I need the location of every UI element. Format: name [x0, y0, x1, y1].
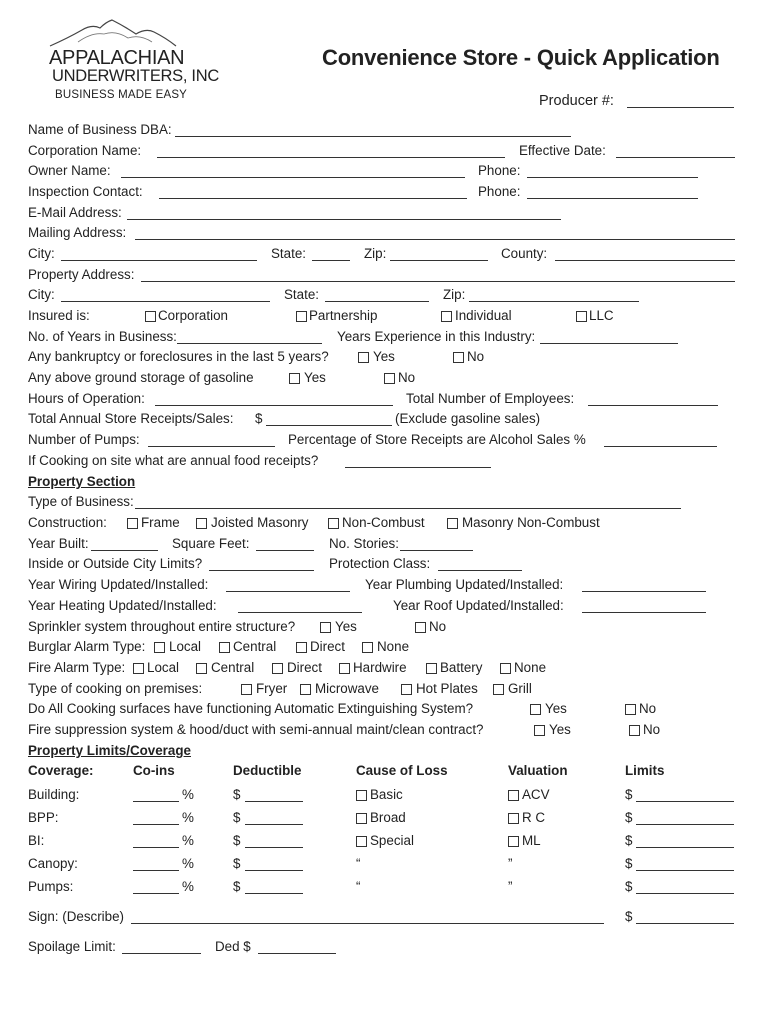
fryer-checkbox[interactable] — [241, 684, 252, 695]
llc-option-label: LLC — [589, 308, 614, 323]
corporation-name-label: Corporation Name: — [28, 143, 142, 158]
spoilage-ded-label: Ded $ — [215, 939, 251, 954]
microwave-checkbox[interactable] — [300, 684, 311, 695]
individual-option-label: Individual — [455, 308, 512, 323]
wiring-field[interactable] — [226, 591, 350, 592]
mailing-zip-label: Zip: — [364, 246, 387, 261]
joisted-masonry-checkbox[interactable] — [196, 518, 207, 529]
col-coins-header: Co-ins — [133, 763, 175, 778]
limit-dollar: $ — [625, 833, 633, 848]
sprinkler-no-label: No — [429, 619, 447, 634]
bankruptcy-yes-checkbox[interactable] — [358, 352, 369, 363]
grill-label: Grill — [508, 681, 532, 696]
limit-dollar: $ — [625, 810, 633, 825]
fire-local-checkbox[interactable] — [133, 663, 144, 674]
limit-field[interactable] — [636, 801, 734, 802]
property-state-field[interactable] — [325, 301, 429, 302]
burglar-none-label: None — [377, 639, 410, 654]
suppression-no-label: No — [643, 722, 661, 737]
deductible-field[interactable] — [245, 870, 303, 871]
ditto-mark: ” — [508, 856, 513, 871]
deductible-dollar: $ — [233, 810, 241, 825]
valuation-option-label: R C — [522, 810, 546, 825]
heating-label: Year Heating Updated/Installed: — [28, 598, 217, 613]
sign-label: Sign: (Describe) — [28, 909, 124, 924]
plumbing-field[interactable] — [582, 591, 706, 592]
cooking-receipts-field[interactable] — [345, 467, 491, 468]
bankruptcy-label: Any bankruptcy or foreclosures in the last 5 years? — [28, 349, 329, 364]
deductible-dollar: $ — [233, 879, 241, 894]
pct-sign: % — [182, 787, 194, 802]
hot-plates-label: Hot Plates — [416, 681, 478, 696]
cooking-type-label: Type of cooking on premises: — [28, 681, 203, 696]
coverage-heading: Property Limits/Coverage — [28, 743, 191, 758]
coverage-row-label: Canopy: — [28, 856, 78, 871]
broad-checkbox[interactable] — [356, 813, 367, 824]
stories-label: No. Stories: — [329, 536, 399, 551]
logo-company-name: APPALACHIAN — [49, 47, 185, 69]
coverage-row-label: BPP: — [28, 810, 59, 825]
valuation-option-label: ML — [522, 833, 541, 848]
years-in-business-label: No. of Years in Business: — [28, 329, 177, 344]
property-city-label: City: — [28, 287, 55, 302]
sign-limit-field[interactable] — [636, 923, 734, 924]
deductible-field[interactable] — [245, 893, 303, 894]
logo-company-subname: UNDERWRITERS, INC — [52, 67, 219, 85]
sign-limit-dollar: $ — [625, 909, 633, 924]
years-in-business-field[interactable] — [177, 343, 322, 344]
fire-local-label: Local — [147, 660, 180, 675]
employees-field[interactable] — [588, 405, 718, 406]
limit-dollar: $ — [625, 787, 633, 802]
basic-checkbox[interactable] — [356, 790, 367, 801]
limit-dollar: $ — [625, 856, 633, 871]
mailing-address-field[interactable] — [135, 239, 735, 240]
acv-checkbox[interactable] — [508, 790, 519, 801]
masonry-noncombust-checkbox[interactable] — [447, 518, 458, 529]
hours-field[interactable] — [155, 405, 393, 406]
sprinkler-yes-label: Yes — [335, 619, 357, 634]
property-zip-field[interactable] — [469, 301, 639, 302]
plumbing-label: Year Plumbing Updated/Installed: — [365, 577, 564, 592]
fire-direct-checkbox[interactable] — [272, 663, 283, 674]
fire-hardwire-label: Hardwire — [353, 660, 407, 675]
limit-dollar: $ — [625, 879, 633, 894]
limit-field[interactable] — [636, 870, 734, 871]
square-feet-label: Square Feet: — [172, 536, 250, 551]
burglar-central-checkbox[interactable] — [219, 642, 230, 653]
sign-field[interactable] — [131, 923, 604, 924]
form-title: Convenience Store - Quick Application — [322, 45, 720, 70]
col-deductible-header: Deductible — [233, 763, 302, 778]
coins-field[interactable] — [133, 870, 179, 871]
property-state-label: State: — [284, 287, 319, 302]
alcohol-pct-field[interactable] — [604, 446, 717, 447]
owner-phone-field[interactable] — [527, 177, 698, 178]
years-experience-field[interactable] — [540, 343, 678, 344]
coverage-row-label: Pumps: — [28, 879, 74, 894]
exclude-gas-note: (Exclude gasoline sales) — [395, 411, 541, 426]
receipts-dollar: $ — [255, 411, 263, 426]
joisted-masonry-label: Joisted Masonry — [211, 515, 309, 530]
logo-tagline: BUSINESS MADE EASY — [55, 89, 188, 101]
burglar-central-label: Central — [233, 639, 277, 654]
fire-none-checkbox[interactable] — [500, 663, 511, 674]
limit-field[interactable] — [636, 847, 734, 848]
ditto-mark: “ — [356, 879, 361, 894]
bankruptcy-yes-label: Yes — [373, 349, 395, 364]
spoilage-field[interactable] — [122, 953, 201, 954]
protection-class-field[interactable] — [438, 570, 522, 571]
heating-field[interactable] — [238, 612, 362, 613]
sprinkler-label: Sprinkler system throughout entire structure? — [28, 619, 296, 634]
inspection-phone-label: Phone: — [478, 184, 521, 199]
email-field[interactable] — [127, 219, 561, 220]
sprinkler-no-checkbox[interactable] — [415, 622, 426, 633]
coins-field[interactable] — [133, 847, 179, 848]
coins-field[interactable] — [133, 893, 179, 894]
cooking-receipts-label: If Cooking on site what are annual food receipts? — [28, 453, 319, 468]
deductible-dollar: $ — [233, 787, 241, 802]
construction-label: Construction: — [28, 515, 107, 530]
microwave-label: Microwave — [315, 681, 379, 696]
cause-option-label: Broad — [370, 810, 406, 825]
masonry-noncombust-label: Masonry Non-Combust — [462, 515, 600, 530]
deductible-dollar: $ — [233, 833, 241, 848]
suppression-yes-label: Yes — [549, 722, 571, 737]
burglar-local-label: Local — [169, 639, 202, 654]
effective-date-field[interactable] — [616, 157, 735, 158]
year-built-field[interactable] — [91, 550, 158, 551]
individual-checkbox[interactable] — [441, 311, 452, 322]
llc-checkbox[interactable] — [576, 311, 587, 322]
fire-battery-label: Battery — [440, 660, 483, 675]
coverage-row-label: BI: — [28, 833, 45, 848]
business-dba-label: Name of Business DBA: — [28, 122, 172, 137]
inspection-contact-field[interactable] — [159, 198, 467, 199]
property-zip-label: Zip: — [443, 287, 466, 302]
fire-direct-label: Direct — [287, 660, 322, 675]
property-city-field[interactable] — [61, 301, 270, 302]
owner-name-field[interactable] — [121, 177, 465, 178]
grill-checkbox[interactable] — [493, 684, 504, 695]
type-of-business-label: Type of Business: — [28, 494, 134, 509]
spoilage-label: Spoilage Limit: — [28, 939, 116, 954]
extinguishing-no-checkbox[interactable] — [625, 704, 636, 715]
property-section-heading: Property Section — [28, 474, 136, 489]
pumps-count-label: Number of Pumps: — [28, 432, 140, 447]
year-built-label: Year Built: — [28, 536, 89, 551]
ditto-mark: “ — [356, 856, 361, 871]
coins-field[interactable] — [133, 801, 179, 802]
business-dba-field[interactable] — [175, 136, 571, 137]
deductible-dollar: $ — [233, 856, 241, 871]
gasoline-no-label: No — [398, 370, 416, 385]
pct-sign: % — [182, 856, 194, 871]
suppression-label: Fire suppression system & hood/duct with semi-annual maint/clean contract? — [28, 722, 484, 737]
roof-field[interactable] — [582, 612, 706, 613]
bankruptcy-no-checkbox[interactable] — [453, 352, 464, 363]
insured-is-label: Insured is: — [28, 308, 90, 323]
pct-sign: % — [182, 833, 194, 848]
receipts-label: Total Annual Store Receipts/Sales: — [28, 411, 234, 426]
owner-name-label: Owner Name: — [28, 163, 111, 178]
valuation-option-label: ACV — [522, 787, 550, 802]
gasoline-yes-label: Yes — [304, 370, 326, 385]
coins-field[interactable] — [133, 824, 179, 825]
roof-label: Year Roof Updated/Installed: — [393, 598, 564, 613]
extinguishing-yes-checkbox[interactable] — [530, 704, 541, 715]
email-label: E-Mail Address: — [28, 205, 122, 220]
ditto-mark: ” — [508, 879, 513, 894]
ml-checkbox[interactable] — [508, 836, 519, 847]
effective-date-label: Effective Date: — [519, 143, 606, 158]
mailing-zip-field[interactable] — [390, 260, 488, 261]
fire-battery-checkbox[interactable] — [426, 663, 437, 674]
suppression-yes-checkbox[interactable] — [534, 725, 545, 736]
deductible-field[interactable] — [245, 847, 303, 848]
cause-option-label: Basic — [370, 787, 403, 802]
mountain-logo-icon — [48, 18, 178, 50]
extinguishing-no-label: No — [639, 701, 657, 716]
burglar-alarm-label: Burglar Alarm Type: — [28, 639, 146, 654]
mailing-city-field[interactable] — [61, 260, 257, 261]
limit-field[interactable] — [636, 893, 734, 894]
inspection-contact-label: Inspection Contact: — [28, 184, 143, 199]
col-cause-header: Cause of Loss — [356, 763, 448, 778]
extinguishing-label: Do All Cooking surfaces have functioning Automatic Extinguishing System? — [28, 701, 474, 716]
county-label: County: — [501, 246, 548, 261]
suppression-no-checkbox[interactable] — [629, 725, 640, 736]
burglar-local-checkbox[interactable] — [154, 642, 165, 653]
fire-hardwire-checkbox[interactable] — [339, 663, 350, 674]
mailing-address-label: Mailing Address: — [28, 225, 127, 240]
corporation-checkbox[interactable] — [145, 311, 156, 322]
frame-checkbox[interactable] — [127, 518, 138, 529]
city-limits-label: Inside or Outside City Limits? — [28, 556, 203, 571]
type-of-business-field[interactable] — [135, 508, 681, 509]
property-address-field[interactable] — [141, 281, 735, 282]
mailing-state-label: State: — [271, 246, 306, 261]
gasoline-no-checkbox[interactable] — [384, 373, 395, 384]
corporation-name-field[interactable] — [157, 157, 505, 158]
fire-alarm-label: Fire Alarm Type: — [28, 660, 126, 675]
wiring-label: Year Wiring Updated/Installed: — [28, 577, 209, 592]
fire-central-label: Central — [211, 660, 255, 675]
employees-label: Total Number of Employees: — [406, 391, 575, 406]
sprinkler-yes-checkbox[interactable] — [320, 622, 331, 633]
partnership-option-label: Partnership — [309, 308, 378, 323]
fire-none-label: None — [514, 660, 547, 675]
col-valuation-header: Valuation — [508, 763, 568, 778]
mailing-city-label: City: — [28, 246, 55, 261]
col-limits-header: Limits — [625, 763, 665, 778]
producer-label: Producer #: — [539, 93, 614, 109]
square-feet-field[interactable] — [256, 550, 314, 551]
pumps-count-field[interactable] — [148, 446, 275, 447]
receipts-field[interactable] — [266, 425, 392, 426]
producer-field[interactable] — [627, 107, 734, 108]
bankruptcy-no-label: No — [467, 349, 485, 364]
mailing-state-field[interactable] — [312, 260, 350, 261]
city-limits-field[interactable] — [209, 570, 314, 571]
county-field[interactable] — [555, 260, 735, 261]
corporation-option-label: Corporation — [158, 308, 228, 323]
pct-sign: % — [182, 879, 194, 894]
inspection-phone-field[interactable] — [527, 198, 698, 199]
noncombust-checkbox[interactable] — [328, 518, 339, 529]
burglar-direct-checkbox[interactable] — [296, 642, 307, 653]
owner-phone-label: Phone: — [478, 163, 521, 178]
gasoline-yes-checkbox[interactable] — [289, 373, 300, 384]
partnership-checkbox[interactable] — [296, 311, 307, 322]
pct-sign: % — [182, 810, 194, 825]
coverage-row-label: Building: — [28, 787, 80, 802]
fire-central-checkbox[interactable] — [196, 663, 207, 674]
alcohol-pct-label: Percentage of Store Receipts are Alcohol Sales % — [288, 432, 586, 447]
special-checkbox[interactable] — [356, 836, 367, 847]
stories-field[interactable] — [400, 550, 473, 551]
gasoline-label: Any above ground storage of gasoline — [28, 370, 254, 385]
hours-label: Hours of Operation: — [28, 391, 145, 406]
property-address-label: Property Address: — [28, 267, 135, 282]
burglar-none-checkbox[interactable] — [362, 642, 373, 653]
fryer-label: Fryer — [256, 681, 288, 696]
protection-class-label: Protection Class: — [329, 556, 431, 571]
frame-label: Frame — [141, 515, 180, 530]
burglar-direct-label: Direct — [310, 639, 345, 654]
deductible-field[interactable] — [245, 801, 303, 802]
years-experience-label: Years Experience in this Industry: — [337, 329, 536, 344]
limit-field[interactable] — [636, 824, 734, 825]
hot-plates-checkbox[interactable] — [401, 684, 412, 695]
deductible-field[interactable] — [245, 824, 303, 825]
spoilage-ded-field[interactable] — [258, 953, 336, 954]
extinguishing-yes-label: Yes — [545, 701, 567, 716]
col-coverage-header: Coverage: — [28, 763, 94, 778]
cause-option-label: Special — [370, 833, 414, 848]
rc-checkbox[interactable] — [508, 813, 519, 824]
noncombust-label: Non-Combust — [342, 515, 425, 530]
